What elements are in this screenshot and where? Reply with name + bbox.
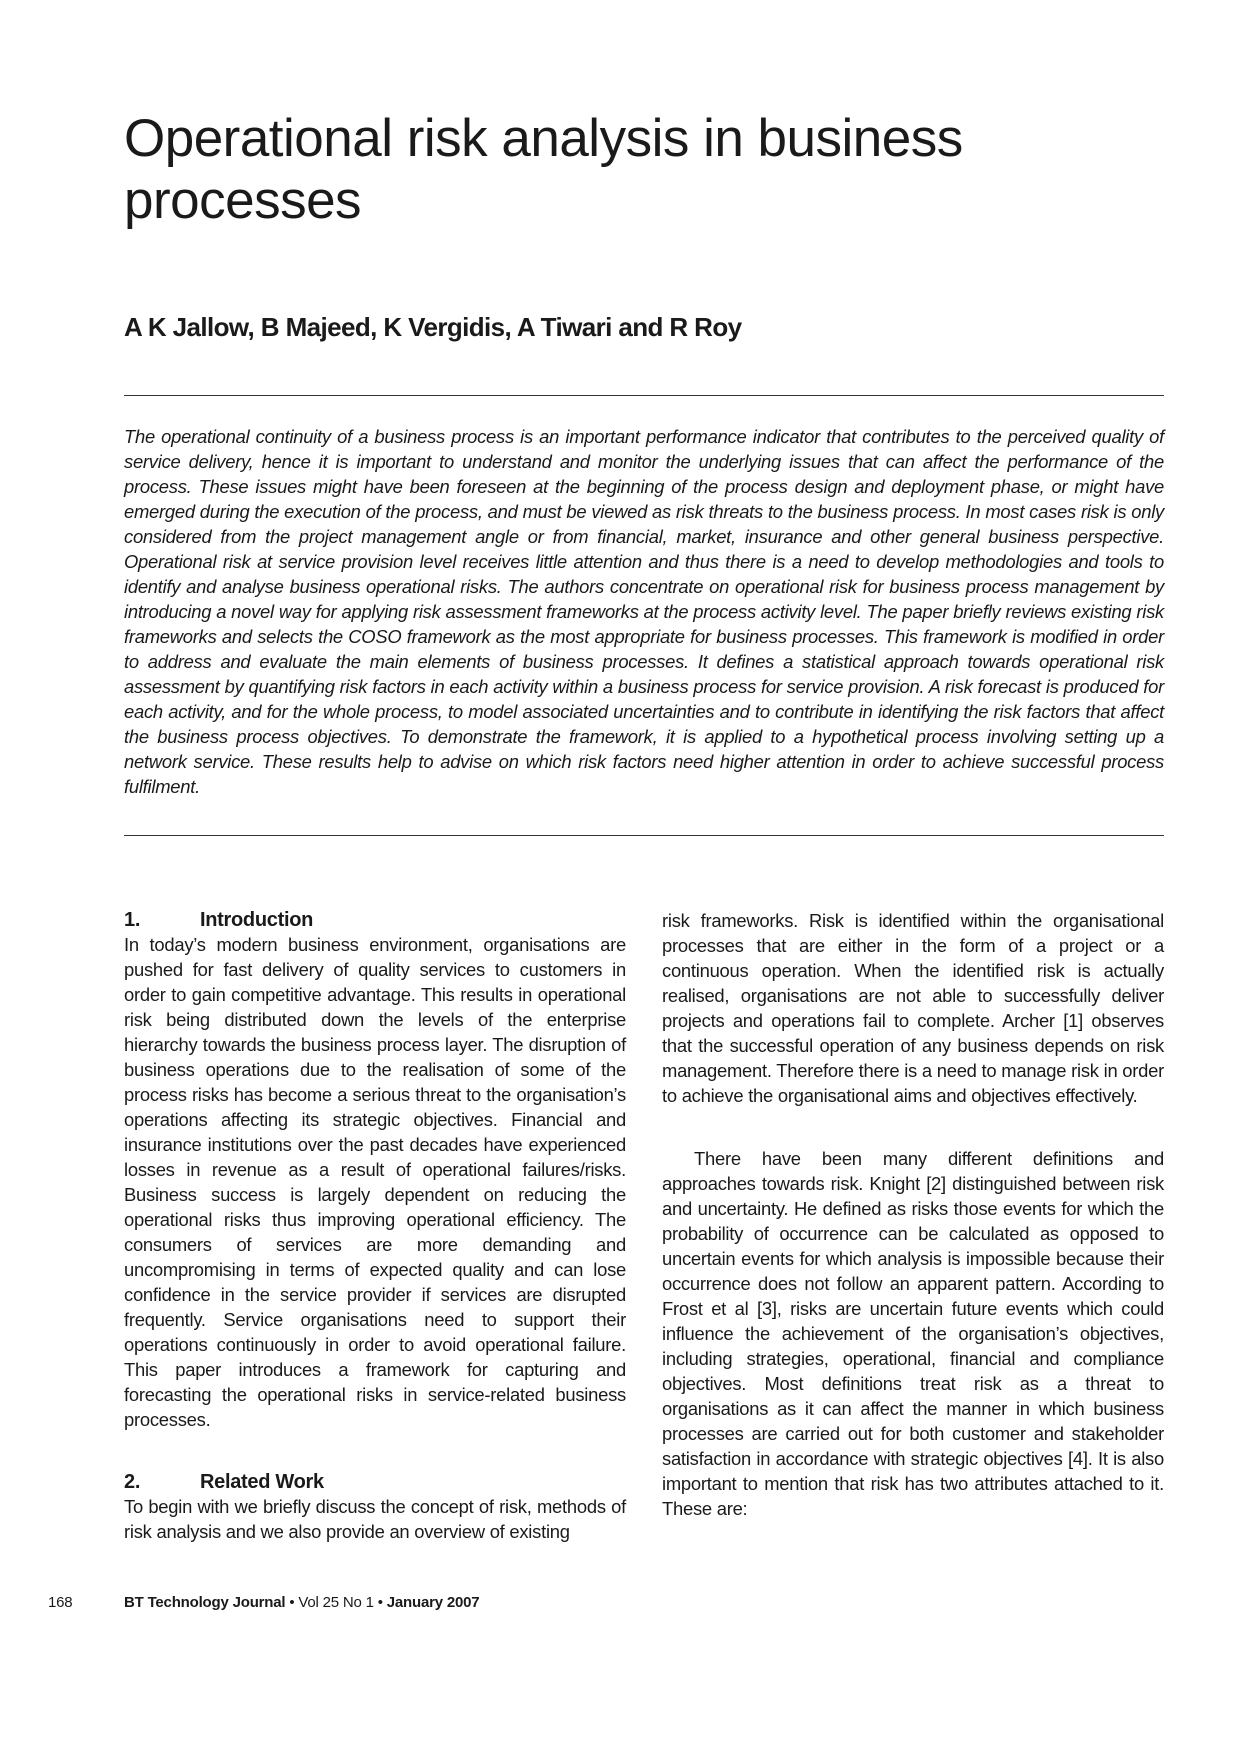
body-paragraph: There have been many different definitions and approaches towards risk. Knight [2] distinguished between risk and uncertainty. He defined as risks those events for which the probability of occurrence can be calculated as opposed to uncertain events for which analysis is impossible because their occurrence does not follow an apparent pattern. According to Frost et al [3], risks are uncertain future events which could influence the achievement of the organisation’s objectives, including strategies, operational, financial and compliance objectives. Most definitions treat risk as a threat to organisations as it can affect the manner in which business processes are carried out for both customer and stakeholder satisfaction in accordance with strategic objectives [4]. It is also important to mention that risk has two attributes attached to it. These are: xyxy=(662,1148,1164,1519)
section-heading-introduction xyxy=(124,908,626,932)
issue-date: January 2007 xyxy=(386,1594,480,1611)
section-heading-related-work xyxy=(124,1470,626,1494)
section-number: 2. xyxy=(124,1471,141,1493)
right-column xyxy=(662,908,1164,1521)
page-footer xyxy=(48,1594,479,1611)
abstract: The operational continuity of a business process is an important performance indicator that contributes to the perceived quality of service delivery, hence it is important to understand and monitor the underlying issues that can affect the performance of the process. These issues might have been foreseen at the beginning of the process design and deployment phase, or might have emerged during the execution of the process, and must be viewed as risk threats to the business process. In most cases risk is only considered from the project management angle or from financial, market, insurance and other general business perspective. Operational risk at service provision level receives little attention and thus there is a need to develop methodologies and tools to identify and analyse business operational risks. The authors concentrate on operational risk for business process management by introducing a novel way for applying risk assessment frameworks at the process activity level. The paper briefly reviews existing risk frameworks and selects the COSO framework as the most appropriate for business processes. This framework is modified in order to address and evaluate the main elements of business processes. It defines a statistical approach towards operational risk assessment by quantifying risk factors in each activity within a business process for service provision. A risk forecast is produced for each activity, and for the whole process, to model associated uncertainties and to contribute in identifying the risk factors that affect the business process objectives. To demonstrate the framework, it is applied to a hypothetical process involving setting up a network service. These results help to advise on which risk factors need higher attention in order to achieve successful process fulfilment. xyxy=(124,426,1164,797)
separator: • xyxy=(285,1594,299,1611)
page-number: 168 xyxy=(48,1594,73,1611)
related-work-paragraph: To begin with we briefly discuss the concept of risk, methods of risk analysis and we also provide an overview of existing xyxy=(124,1496,626,1542)
body-paragraph: risk frameworks. Risk is identified within the organisational processes that are either in the form of a project or a continuous operation. When the identified risk is actually realised, organisations are not able to successfully deliver projects and operations fail to complete. Archer [1] observes that the successful operation of any business depends on risk management. Therefore there is a need to manage risk in order to achieve the organisational aims and objectives effectively. xyxy=(662,910,1164,1106)
author-list: A K Jallow, B Majeed, K Vergidis, A Tiwari and R Roy xyxy=(124,312,742,342)
section-title: Introduction xyxy=(200,909,314,931)
section-title: Related Work xyxy=(200,1471,324,1493)
paper-title: Operational risk analysis in business processes xyxy=(124,109,963,230)
separator: • xyxy=(373,1594,387,1611)
section-number: 1. xyxy=(124,909,141,931)
divider-bottom xyxy=(124,835,1164,836)
introduction-paragraph: In today’s modern business environment, organisations are pushed for fast delivery of quality services to customers in order to gain competitive advantage. This results in operational risk being distributed down the levels of the enterprise hierarchy towards the business process layer. The disruption of business operations due to the realisation of some of the process risks has become a serious threat to the organisation’s operations affecting its strategic objectives. Financial and insurance institutions over the past decades have experienced losses in revenue as a result of operational failures/risks. Business success is largely dependent on reducing the operational risks thus improving operational efficiency. The consumers of services are more demanding and uncompromising in terms of expected quality and can lose confidence in the service provider if services are disrupted frequently. Service organisations need to support their operations continuously in order to avoid operational failure. This paper introduces a framework for capturing and forecasting the operational risks in service-related business processes. xyxy=(124,934,626,1430)
volume-info: Vol 25 No 1 xyxy=(298,1594,374,1611)
left-column xyxy=(124,908,626,1544)
divider-top xyxy=(124,395,1164,396)
journal-name: BT Technology Journal xyxy=(124,1594,286,1611)
